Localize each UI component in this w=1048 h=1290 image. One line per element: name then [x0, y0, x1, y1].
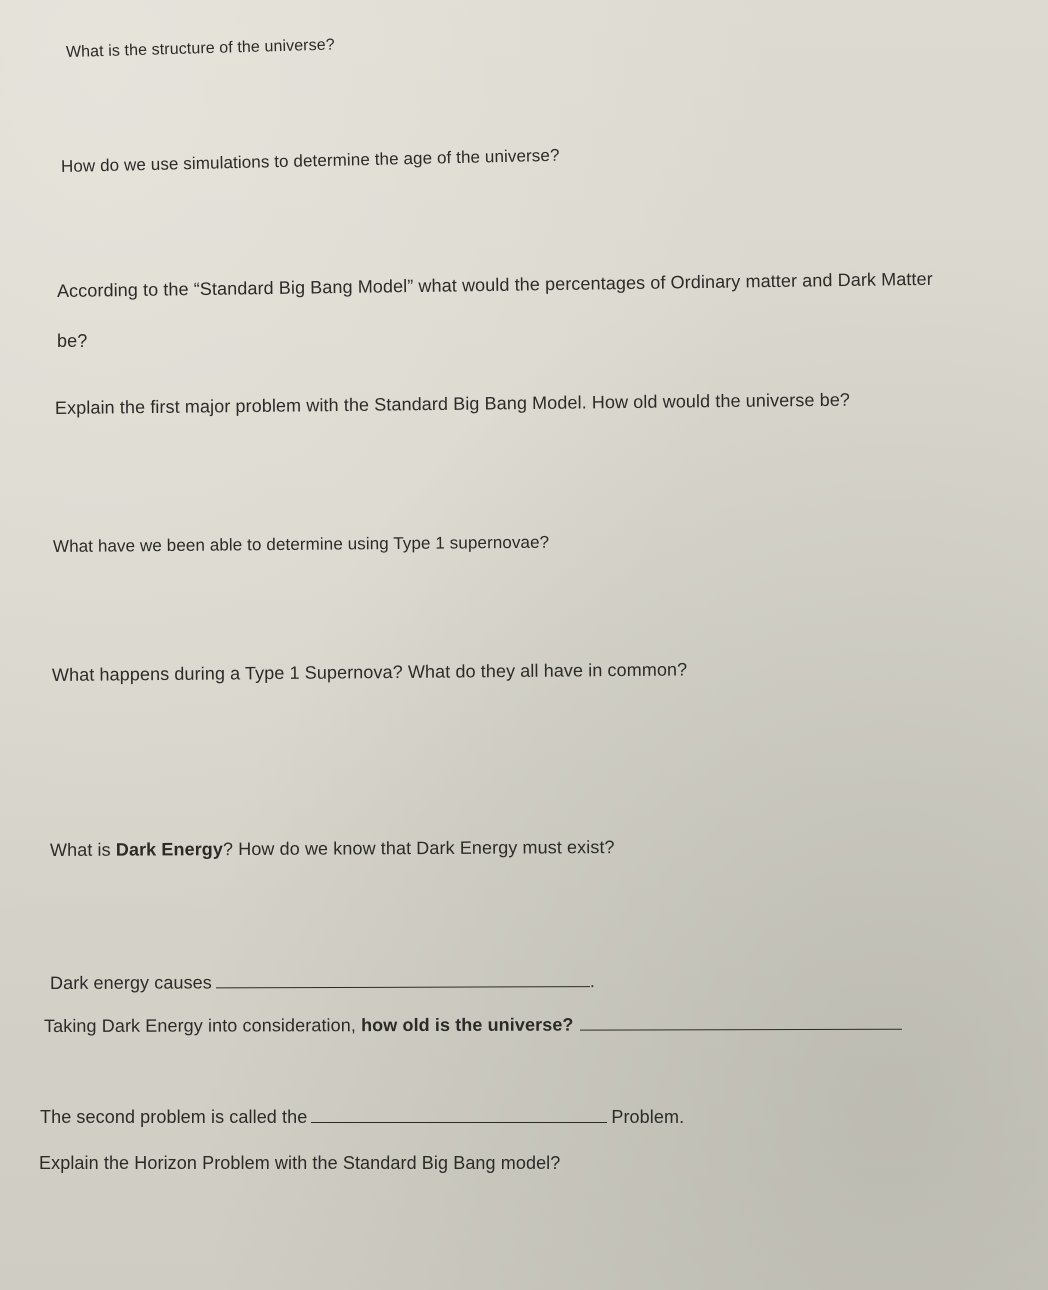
- question-type1-supernova-process: What happens during a Type 1 Supernova? What do they all have in common?: [51, 659, 688, 685]
- question-type1-supernovae-findings: What have we been able to determine using Type 1 supernovae?: [52, 532, 550, 556]
- question-dark-energy-suffix: ? How do we know that Dark Energy must exist?: [222, 837, 615, 860]
- second-problem-blank[interactable]: [311, 1108, 607, 1123]
- second-problem-suffix: Problem.: [611, 1107, 685, 1127]
- question-first-problem: Explain the first major problem with the Standard Big Bang Model. How old would the universe be?: [54, 389, 851, 418]
- question-structure-of-universe: What is the structure of the universe?: [65, 36, 335, 61]
- question-matter-percentages: According to the “Standard Big Bang Model” what would the percentages of Ordinary matter and Dark Matter: [56, 268, 933, 301]
- dark-energy-term: Dark Energy: [115, 839, 224, 860]
- age-of-universe-label: Taking Dark Energy into consideration,: [43, 1015, 362, 1036]
- question-horizon-problem: Explain the Horizon Problem with the Standard Big Bang model?: [39, 1153, 561, 1173]
- fill-in-second-problem: [40, 1107, 684, 1128]
- dark-energy-causes-blank[interactable]: [216, 972, 590, 988]
- dark-energy-causes-period: .: [589, 971, 596, 992]
- question-matter-percentages-continued: be?: [57, 331, 88, 351]
- fill-in-dark-energy-causes: [50, 971, 595, 994]
- fill-in-age-of-universe: [44, 1014, 902, 1037]
- question-dark-energy-prefix: What is: [49, 839, 116, 860]
- dark-energy-causes-label: Dark energy causes: [49, 972, 212, 993]
- question-dark-energy: [50, 837, 615, 861]
- question-simulations-age: How do we use simulations to determine the age of the universe?: [60, 145, 560, 176]
- age-of-universe-question: how old is the universe?: [361, 1014, 574, 1036]
- age-of-universe-blank[interactable]: [579, 1015, 901, 1031]
- second-problem-label: The second problem is called the: [40, 1107, 308, 1127]
